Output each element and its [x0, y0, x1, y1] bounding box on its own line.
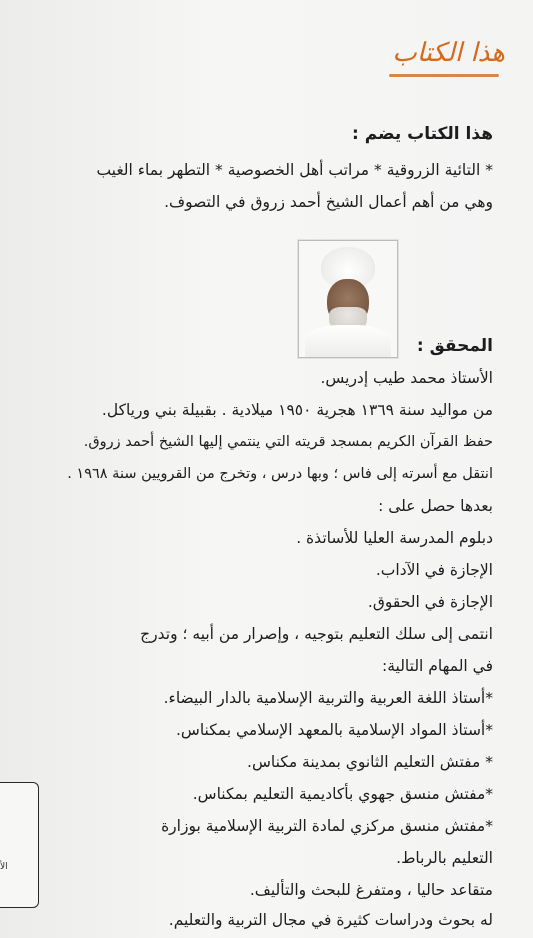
editor-quran: حفظ القرآن الكريم بمسجد قريته التي ينتمي إليها الشيخ أحمد زروق.: [83, 434, 493, 450]
library-tag: [0, 782, 39, 908]
job-5-continued: التعليم بالرباط.: [396, 849, 493, 867]
works: له بحوث ودراسات كثيرة في مجال التربية والتعليم.: [168, 911, 493, 929]
editor-name: الأستاذ محمد طيب إدريس.: [320, 369, 493, 387]
career-line-2: في المهام التالية:: [382, 657, 493, 675]
editor-birth: من مواليد سنة ١٣٦٩ هجرية ١٩٥٠ ميلادية . بقبيلة بني ورياكل.: [101, 401, 493, 419]
brand-underline: [389, 74, 499, 77]
library-tag-text: الأ: [0, 862, 8, 872]
brand-title: هذا الكتاب: [392, 38, 505, 68]
contents-line-1: * التائية الزروقية * مراتب أهل الخصوصية * التطهر بماء الغيب: [96, 161, 493, 179]
degree-3: الإجازة في الحقوق.: [367, 593, 493, 611]
retired: متقاعد حاليا ، ومتفرغ للبحث والتأليف.: [249, 881, 493, 899]
degree-2: الإجازة في الآداب.: [375, 561, 493, 579]
editor-heading: المحقق :: [416, 336, 493, 356]
job-2: *أستاذ المواد الإسلامية بالمعهد الإسلامي بمكناس.: [175, 721, 493, 739]
contents-heading: هذا الكتاب يضم :: [352, 124, 493, 144]
author-photo: [298, 240, 398, 358]
degree-1: دبلوم المدرسة العليا للأساتذة .: [296, 529, 493, 547]
contents-line-2: وهي من أهم أعمال الشيخ أحمد زروق في التصوف.: [164, 193, 493, 211]
career-line-1: انتمى إلى سلك التعليم بتوجيه ، وإصرار من أبيه ؛ وتدرج: [140, 625, 493, 643]
job-3: * مفتش التعليم الثانوي بمدينة مكناس.: [247, 753, 493, 771]
job-5: *مفتش منسق مركزي لمادة التربية الإسلامية بوزارة: [161, 817, 493, 835]
job-1: *أستاذ اللغة العربية والتربية الإسلامية بالدار البيضاء.: [163, 689, 493, 707]
job-4: *مفتش منسق جهوي بأكاديمية التعليم بمكناس.: [192, 785, 493, 803]
editor-after: بعدها حصل على :: [378, 497, 493, 515]
editor-moved: انتقل مع أسرته إلى فاس ؛ وبها درس ، وتخرج من القرويين سنة ١٩٦٨ .: [67, 466, 493, 482]
